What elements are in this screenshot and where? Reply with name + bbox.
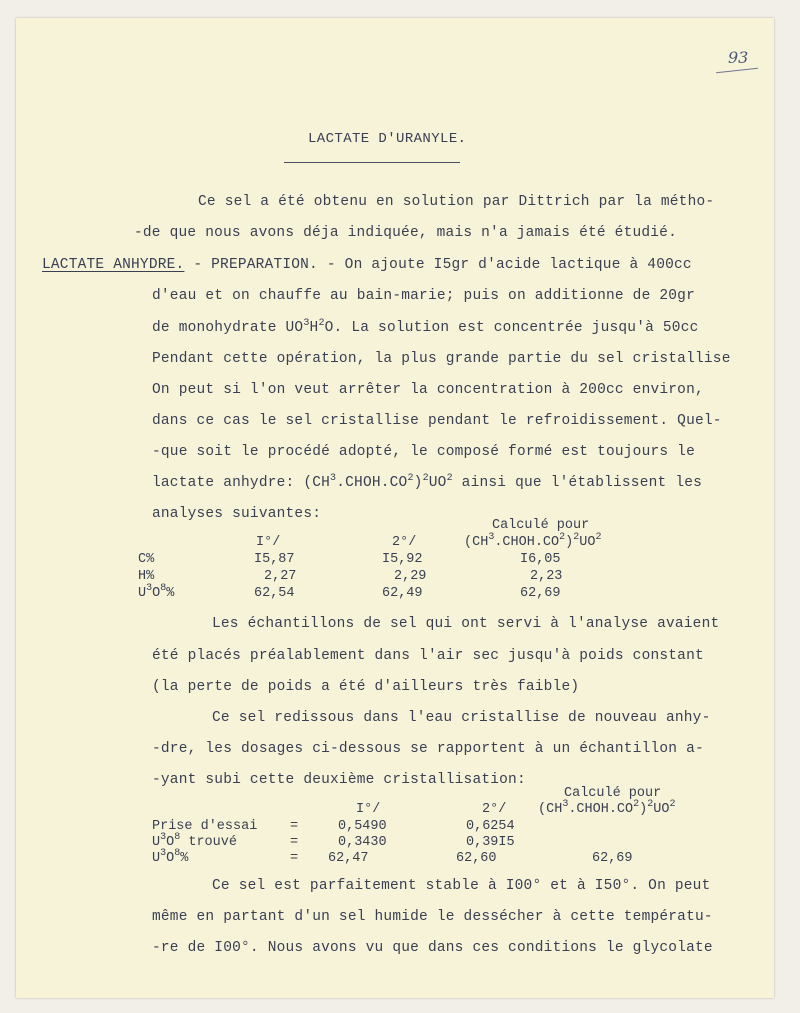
text-line: dans ce cas le sel cristallise pendant le refroidissement. Quel-: [152, 413, 722, 429]
text-line: même en partant d'un sel humide le dessécher à cette températu-: [152, 909, 713, 925]
table1-row-label: $U^3O^8\%$: [138, 583, 175, 601]
table1-cell: I5,87: [254, 552, 295, 567]
table2-cell: 0,5490: [338, 819, 387, 834]
text-line: Les échantillons de sel qui ont servi à l'analyse avaient: [212, 616, 720, 632]
document-page: [16, 18, 774, 998]
table2-cell: 62,47: [328, 851, 369, 866]
title-rule: [284, 162, 460, 163]
text-line: Ce sel redissous dans l'eau cristallise de nouveau anhy-: [212, 710, 711, 726]
table2-operator: =: [290, 835, 299, 850]
table1-row-label: H%: [138, 569, 155, 584]
table2-cell: 0,6254: [466, 819, 515, 834]
text-line: (la perte de poids a été d'ailleurs très faible): [152, 679, 580, 695]
text-line: analyses suivantes:: [152, 506, 322, 522]
text-line: -re de I00°. Nous avons vu que dans ces conditions le glycolate: [152, 940, 713, 956]
page-number: 93: [728, 48, 749, 67]
text-line: lactate anhydre: $(CH^3.CHOH.CO^2)^2UO^2$ ainsi que l'établissent les: [152, 473, 703, 491]
text-line: On peut si l'on veut arrêter la concentration à 200cc environ,: [152, 382, 704, 398]
table2-col1-header: I°/: [356, 802, 381, 817]
table2-row-label: Prise d'essai: [152, 819, 258, 834]
table1-col1-header: I°/: [256, 535, 281, 550]
table2-calc-formula: $(CH^3.CHOH.CO^2)^2UO^2$: [538, 799, 676, 817]
text-line: -que soit le procédé adopté, le composé formé est toujours le: [152, 444, 695, 460]
text-line: -de que nous avons déja indiquée, mais n'a jamais été étudié.: [134, 225, 677, 241]
text-line: -yant subi cette deuxième cristallisation:: [152, 772, 526, 788]
table2-operator: =: [290, 851, 299, 866]
text-line: été placés préalablement dans l'air sec jusqu'à poids constant: [152, 648, 704, 664]
table2-row-label: $U^3O^8\%$: [152, 848, 189, 866]
text-line: Ce sel est parfaitement stable à I00° et à I50°. On peut: [212, 878, 711, 894]
table1-row-label: C%: [138, 552, 155, 567]
text-line: Ce sel a été obtenu en solution par Dittrich par la métho-: [198, 194, 715, 210]
table2-operator: =: [290, 819, 299, 834]
table2-cell: 62,60: [456, 851, 497, 866]
table2-cell: 62,69: [592, 851, 633, 866]
text-line: d'eau et on chauffe au bain-marie; puis on additionne de 20gr: [152, 288, 695, 304]
table2-cell: 0,39I5: [466, 835, 515, 850]
table1-cell: 2,23: [530, 569, 563, 584]
table2-calc-label: Calculé pour: [564, 786, 662, 801]
table1-col2-header: 2°/: [392, 535, 417, 550]
text-line: LACTATE ANHYDRE. - PREPARATION. - On ajoute I5gr d'acide lactique à 400cc: [42, 257, 692, 273]
table1-calc-formula: $(CH^3.CHOH.CO^2)^2UO^2$: [464, 532, 602, 550]
table1-cell: 62,54: [254, 586, 295, 601]
text-line: Pendant cette opération, la plus grande partie du sel cristallise: [152, 351, 731, 367]
table1-cell: 62,69: [520, 586, 561, 601]
table1-cell: I6,05: [520, 552, 561, 567]
table1-cell: I5,92: [382, 552, 423, 567]
section-heading: LACTATE ANHYDRE.: [42, 257, 185, 273]
text-line: de monohydrate $UO^3H^2O$. La solution est concentrée jusqu'à 50cc: [152, 318, 699, 336]
text-line: -dre, les dosages ci-dessous se rapportent à un échantillon a-: [152, 741, 704, 757]
table1-calc-label: Calculé pour: [492, 518, 590, 533]
table1-cell: 2,29: [394, 569, 427, 584]
page-title: LACTATE D'URANYLE.: [308, 131, 467, 147]
table2-col2-header: 2°/: [482, 802, 507, 817]
table1-cell: 62,49: [382, 586, 423, 601]
table2-cell: 0,3430: [338, 835, 387, 850]
page-number-underline: [716, 68, 758, 73]
table2-row-label: $U^3O^8$ trouvé: [152, 832, 237, 850]
table1-cell: 2,27: [264, 569, 297, 584]
